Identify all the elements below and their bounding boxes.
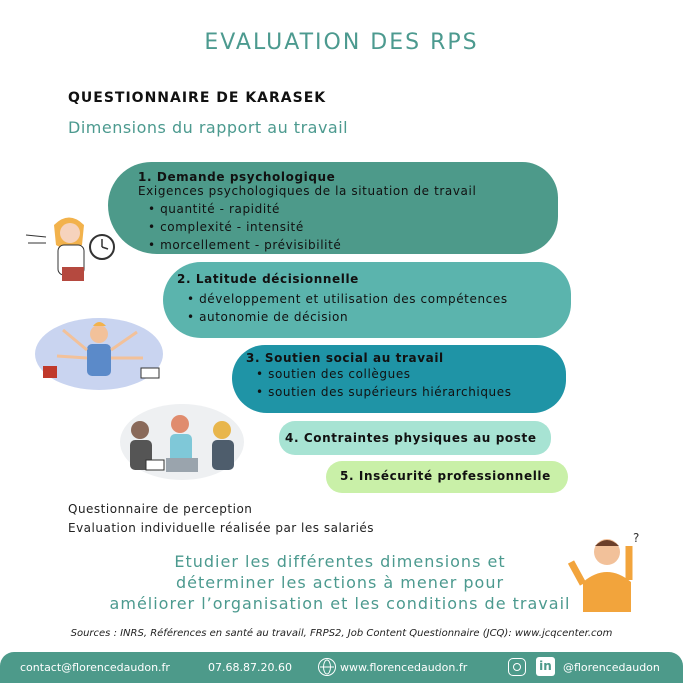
list-item: • soutien des collègues [256, 365, 512, 383]
list-item: • complexité - intensité [148, 218, 476, 236]
globe-icon [318, 658, 336, 676]
perception-line: Questionnaire de perception [68, 502, 253, 516]
social-handle[interactable]: @florencedaudon [563, 661, 660, 674]
page-title: EVALUATION DES RPS [204, 30, 479, 55]
list-item: • développement et utilisation des compétences [187, 290, 508, 308]
list-item: • soutien des supérieurs hiérarchiques [256, 383, 512, 401]
email-link[interactable]: contact@florencedaudon.fr [20, 661, 170, 674]
dimensions-heading: Dimensions du rapport au travail [68, 118, 349, 137]
dimension-contraintes-physiques [279, 421, 551, 455]
linkedin-icon[interactable]: in [536, 657, 555, 676]
dimension-soutien-social [232, 345, 566, 413]
multitasking-illustration [33, 310, 165, 392]
stressed-woman-illustration [24, 205, 119, 285]
study-line: Etudier les différentes dimensions et [174, 552, 506, 571]
dimension-heading: 1. Demande psychologique [138, 170, 336, 184]
website-link[interactable]: www.florencedaudon.fr [340, 661, 468, 674]
dimension-heading: 2. Latitude décisionnelle [177, 272, 359, 286]
phone-number[interactable]: 07.68.87.20.60 [208, 661, 292, 674]
dimension-heading: 3. Soutien social au travail [246, 351, 444, 365]
svg-text:?: ? [633, 532, 640, 545]
instagram-icon[interactable] [508, 658, 526, 676]
dimension-latitude-decisionnelle [163, 262, 571, 338]
list-item: • quantité - rapidité [148, 200, 476, 218]
footer-bar [0, 652, 683, 683]
perception-notes [68, 500, 374, 538]
perception-line: Evaluation individuelle réalisée par les salariés [68, 521, 375, 535]
study-text [80, 551, 600, 614]
list-item: • morcellement - prévisibilité [148, 236, 476, 254]
meeting-illustration [110, 400, 250, 480]
questionnaire-title: QUESTIONNAIRE DE KARASEK [68, 90, 327, 106]
dimension-intro: Exigences psychologiques de la situation de travail [138, 184, 477, 198]
dimension-heading: 4. Contraintes physiques au poste [285, 431, 537, 445]
dimension-heading: 5. Insécurité professionnelle [340, 469, 551, 483]
dimension-insecurite-professionnelle [326, 461, 568, 493]
dimension-demande-psychologique [108, 162, 558, 254]
list-item: • autonomie de décision [187, 308, 508, 326]
study-line: déterminer les actions à mener pour [175, 573, 505, 592]
study-line: améliorer l’organisation et les conditions de travail [109, 594, 571, 613]
sources: Sources : INRS, Références en santé au travail, FRPS2, Job Content Questionnaire (JCQ): www.jcqcenter.com [70, 628, 613, 639]
